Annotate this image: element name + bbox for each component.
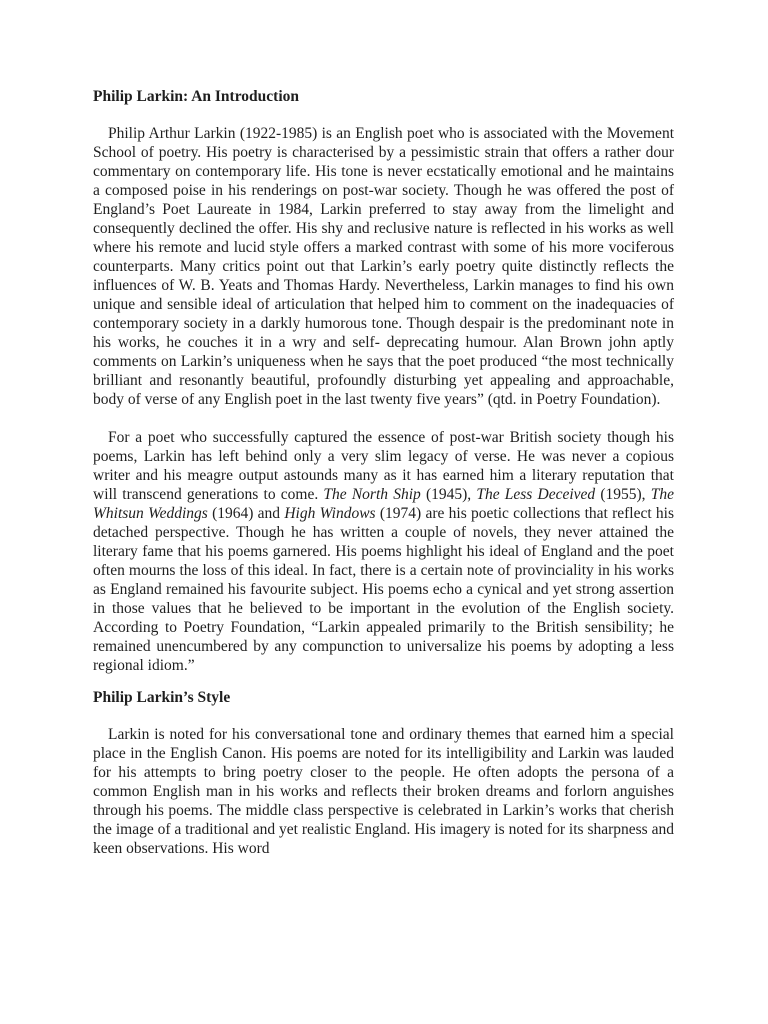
paragraph-text: (1974) are his poetic collections that reflect his detached perspective. Though he has written a couple of novels, they never attained the literary fame that his poems garnered. His poems highlight his ideal of England and the poet often mourns the loss of this ideal. In fact, there is a certain note of provinciality in his works as England remained his favourite subject. His poems echo a cynical and yet strong assertion in those values that he believed to be important in the evolution of the English society. According to Poetry Foundation, “Larkin appealed primarily to the British sensibility; he remained unencumbered by any compunction to universalize his poems by adopting a less regional idiom.”	[93, 505, 675, 674]
book-title-high-windows: High Windows	[284, 505, 376, 522]
section-heading-introduction: Philip Larkin: An Introduction	[93, 88, 300, 105]
publication-year: (1945),	[420, 486, 477, 503]
paragraph-introduction-2	[93, 428, 674, 675]
book-title-less-deceived: The Less Deceived	[476, 486, 596, 503]
paragraph-style-1: Larkin is noted for his conversational tone and ordinary themes that earned him a special place in the English Canon. His poems are noted for its intelligibility and Larkin was lauded for his attempts to bring poetry closer to the people. He often adopts the persona of a common English man in his works and reflects their broken dreams and forlorn anguishes through his poems. The middle class perspective is celebrated in Larkin’s works that cherish the image of a traditional and yet realistic England. His imagery is noted for its sharpness and keen observations. His word	[93, 726, 674, 857]
publication-year: (1964) and	[207, 505, 285, 522]
section-heading-style: Philip Larkin’s Style	[93, 689, 231, 706]
paragraph-text: For a poet who successfully captured the essence of post-war British society though his poems, Larkin has left behind only a very slim legacy of verse. He was never a copious writer and his meagre output astounds many as it has earned him a literary reputation that will transcend generations to come.	[93, 429, 674, 503]
publication-year: (1955),	[595, 486, 651, 503]
document-page	[93, 86, 674, 858]
book-title-whitsun-weddings: The Whitsun Weddings	[93, 486, 674, 522]
paragraph-introduction-1: Philip Arthur Larkin (1922-1985) is an English poet who is associated with the Movement School of poetry. His poetry is characterised by a pessimistic strain that offers a rather dour commentary on contemporary life. His tone is never ecstatically emotional and he maintains a composed poise in his renderings on post-war society. Though he was offered the post of England’s Poet Laureate in 1984, Larkin preferred to stay away from the limelight and consequently declined the offer. His shy and reclusive nature is reflected in his works as well where his remote and lucid style offers a marked contrast with some of his more vociferous counterparts. Many critics point out that Larkin’s early poetry quite distinctly reflects the influences of W. B. Yeats and Thomas Hardy. Nevertheless, Larkin manages to find his own unique and sensible ideal of articulation that helped him to comment on the inadequacies of contemporary society in a darkly humorous tone. Though despair is the predominant note in his works, he couches it in a wry and self- deprecating humour. Alan Brown john aptly comments on Larkin’s uniqueness when he says that the poet produced “the most technically brilliant and resonantly beautiful, profoundly disturbing yet appealing and approachable, body of verse of any English poet in the last twenty five years” (qtd. in Poetry Foundation).	[93, 125, 674, 408]
book-title-north-ship: The North Ship	[323, 486, 421, 503]
